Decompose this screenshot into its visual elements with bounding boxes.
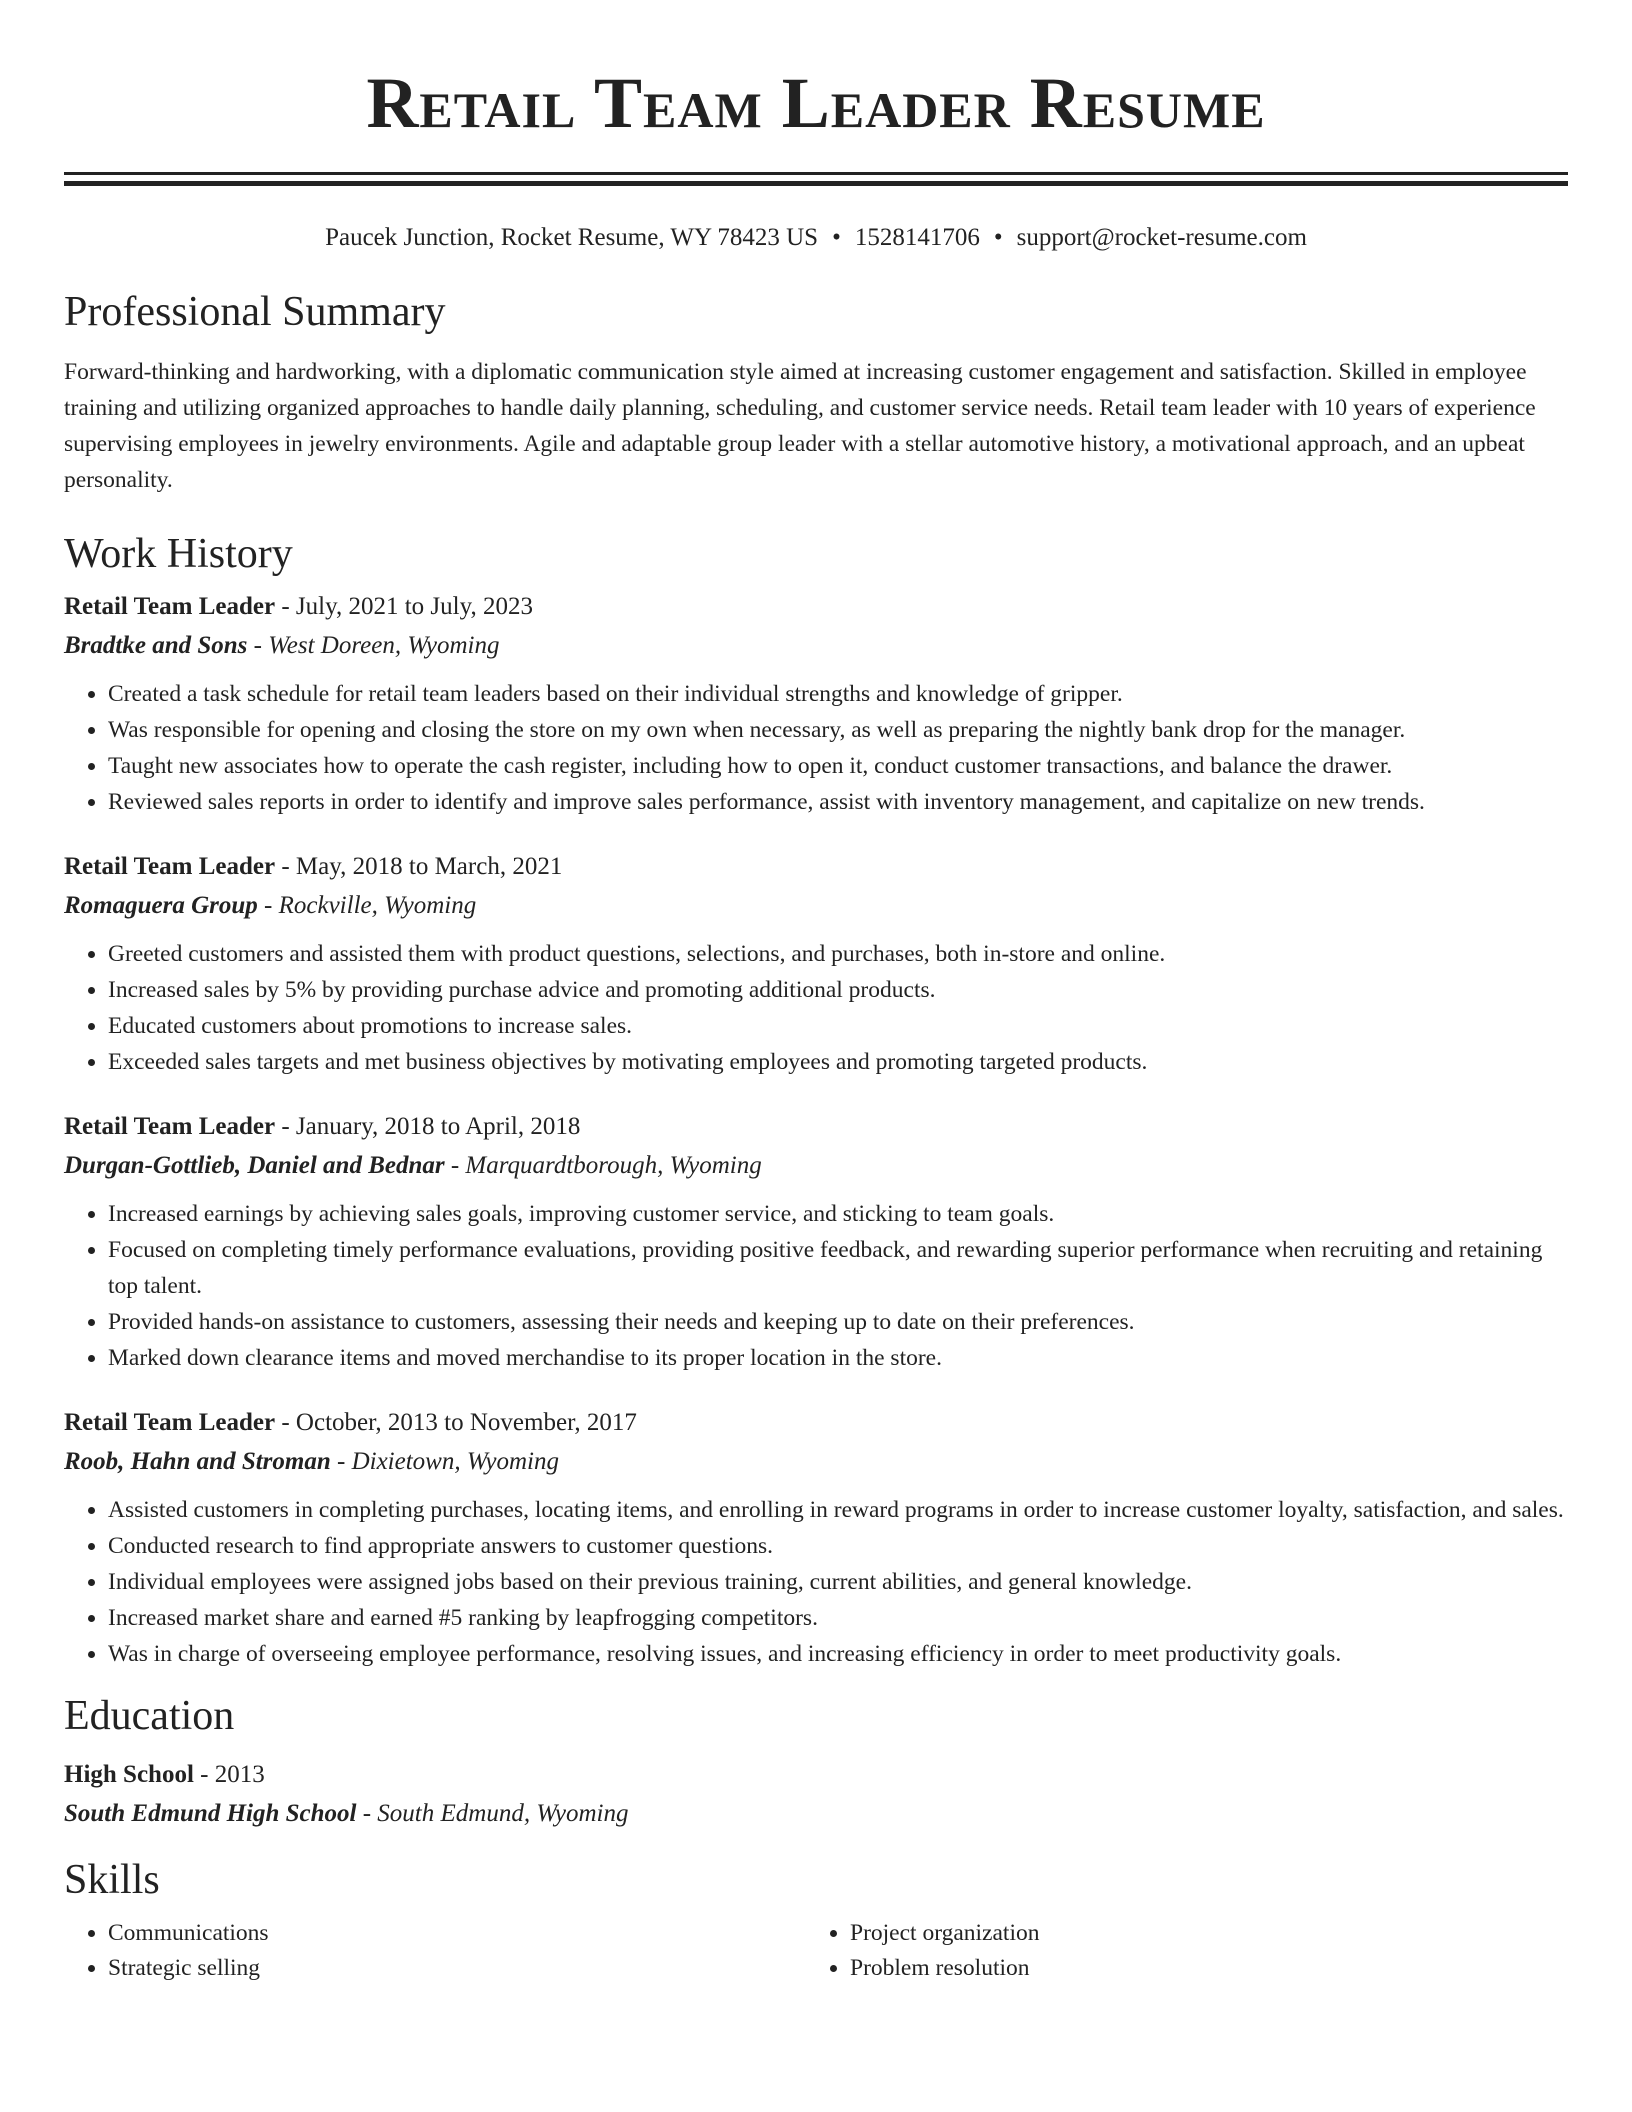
skills-list: [64, 1916, 1568, 1986]
job-bullet: • Created a task schedule for retail team leaders based on their individual strengths and knowledge of gripper.: [108, 676, 1568, 712]
job-company-line: [64, 886, 1568, 926]
job-company-line: [64, 1442, 1568, 1482]
job-bullet: • Was in charge of overseeing employee performance, resolving issues, and increasing efficiency in order to meet productivity goals.: [108, 1636, 1568, 1672]
job-bullet: • Increased market share and earned #5 ranking by leapfrogging competitors.: [108, 1600, 1568, 1636]
job-bullet: • Reviewed sales reports in order to identify and improve sales performance, assist with inventory management, and capitalize on new trends.: [108, 784, 1568, 820]
skill-item: • Communications: [108, 1916, 806, 1951]
job-entry: [64, 1108, 1568, 1376]
resume-page: [64, 0, 1568, 1986]
job-bullets: [64, 676, 1568, 820]
job-company: Bradtke and Sons: [64, 632, 248, 659]
contact-email: support@rocket-resume.com: [1016, 224, 1307, 251]
job-bullet: • Marked down clearance items and moved merchandise to its proper location in the store.: [108, 1340, 1568, 1376]
job-bullet: • Focused on completing timely performance evaluations, providing positive feedback, and rewarding superior performance when recruiting and retaining top talent.: [108, 1232, 1568, 1304]
job-header: [64, 1108, 1568, 1146]
skill-item: • Problem resolution: [850, 1951, 1548, 1986]
job-location: - Rockville, Wyoming: [257, 892, 477, 919]
job-bullet: • Increased earnings by achieving sales goals, improving customer service, and sticking to team goals.: [108, 1196, 1568, 1232]
work-history-heading: Work History: [64, 531, 293, 577]
summary-heading: Professional Summary: [64, 289, 446, 335]
job-company: Romaguera Group: [64, 892, 258, 919]
job-bullets: [64, 1492, 1568, 1672]
skills-column-right: [806, 1916, 1548, 1986]
job-bullet: • Taught new associates how to operate the cash register, including how to open it, conduct customer transactions, and balance the drawer.: [108, 748, 1568, 784]
job-title: Retail Team Leader: [64, 593, 276, 620]
job-company: Roob, Hahn and Stroman: [64, 1448, 331, 1475]
education-school: South Edmund High School: [64, 1800, 357, 1827]
job-bullet: • Was responsible for opening and closing the store on my own when necessary, as well as preparing the nightly bank drop for the manager.: [108, 712, 1568, 748]
contact-separator: •: [832, 224, 841, 251]
skill-item: • Project organization: [850, 1916, 1548, 1951]
job-dates: - October, 2013 to November, 2017: [275, 1409, 637, 1436]
job-company-line: [64, 626, 1568, 666]
job-location: - Marquardtborough, Wyoming: [444, 1152, 762, 1179]
job-bullet: • Assisted customers in completing purchases, locating items, and enrolling in reward programs in order to increase customer loyalty, satisfaction, and sales.: [108, 1492, 1568, 1528]
job-bullet: • Educated customers about promotions to increase sales.: [108, 1008, 1568, 1044]
job-entry: [64, 848, 1568, 1080]
job-title: Retail Team Leader: [64, 1113, 276, 1140]
education-header: [64, 1756, 1568, 1794]
education-year: - 2013: [193, 1761, 265, 1788]
contact-info: [64, 222, 1568, 254]
job-dates: - May, 2018 to March, 2021: [275, 853, 563, 880]
education-school-line: [64, 1794, 1568, 1834]
job-bullet: • Increased sales by 5% by providing purchase advice and promoting additional products.: [108, 972, 1568, 1008]
job-entry: [64, 588, 1568, 820]
job-title: Retail Team Leader: [64, 853, 276, 880]
job-company-line: [64, 1146, 1568, 1186]
title-divider-bottom: [64, 181, 1568, 186]
skill-item: • Strategic selling: [108, 1951, 806, 1986]
contact-separator: •: [993, 224, 1003, 251]
job-dates: - July, 2021 to July, 2023: [275, 593, 533, 620]
job-location: - West Doreen, Wyoming: [247, 632, 500, 659]
job-bullet: • Individual employees were assigned jobs based on their previous training, current abilities, and general knowledge.: [108, 1564, 1568, 1600]
education-degree: High School: [64, 1761, 194, 1788]
education-heading: Education: [64, 1693, 235, 1739]
job-dates: - January, 2018 to April, 2018: [275, 1113, 581, 1140]
job-bullets: [64, 936, 1568, 1080]
job-location: - Dixietown, Wyoming: [330, 1448, 559, 1475]
job-header: [64, 588, 1568, 626]
job-bullet: • Provided hands-on assistance to customers, assessing their needs and keeping up to date on their preferences.: [108, 1304, 1568, 1340]
skills-heading: Skills: [64, 1857, 160, 1903]
job-bullet: • Greeted customers and assisted them with product questions, selections, and purchases, both in-store and online.: [108, 936, 1568, 972]
contact-address: Paucek Junction, Rocket Resume, WY 78423 US: [325, 224, 819, 251]
job-bullets: [64, 1196, 1568, 1376]
job-bullet: • Exceeded sales targets and met business objectives by motivating employees and promoting targeted products.: [108, 1044, 1568, 1080]
education-location: - South Edmund, Wyoming: [356, 1800, 629, 1827]
job-entry: [64, 1404, 1568, 1672]
job-title: Retail Team Leader: [64, 1409, 276, 1436]
job-header: [64, 1404, 1568, 1442]
title-divider-top: [64, 172, 1568, 175]
skills-column-left: [64, 1916, 806, 1986]
summary-text: Forward-thinking and hardworking, with a diplomatic communication style aimed at increasing customer engagement and satisfaction. Skilled in employee training and utilizing organized approaches to handle daily planning, scheduling, and customer service needs. Retail team leader with 10 years of experience supervising employees in jewelry environments. Agile and adaptable group leader with a stellar automotive history, a motivational approach, and an upbeat personality.: [64, 359, 1536, 493]
job-company: Durgan-Gottlieb, Daniel and Bednar: [64, 1152, 445, 1179]
job-bullet: • Conducted research to find appropriate answers to customer questions.: [108, 1528, 1568, 1564]
job-header: [64, 848, 1568, 886]
contact-phone: 1528141706: [854, 224, 980, 251]
resume-title: Retail Team Leader Resume: [366, 63, 1266, 143]
